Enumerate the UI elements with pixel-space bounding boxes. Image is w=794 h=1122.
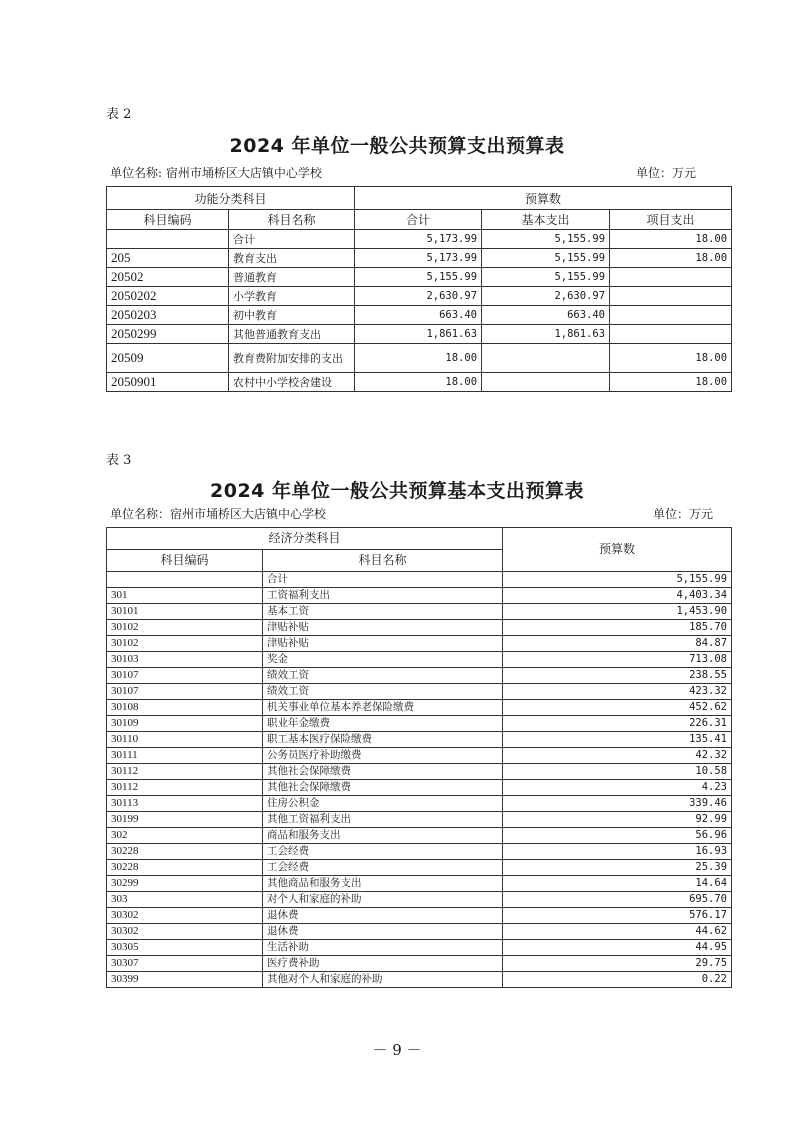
cell-total: 18.00: [355, 344, 482, 373]
cell-name: 合计: [263, 572, 503, 588]
cell-name: 基本工资: [263, 604, 503, 620]
cell-name: 津贴补贴: [263, 636, 503, 652]
cell-code: 30107: [107, 684, 263, 700]
cell-basic: [482, 344, 610, 373]
cell-code: 30102: [107, 620, 263, 636]
table-row: [107, 325, 732, 344]
col-header-code: 科目编码: [107, 210, 229, 230]
cell-code: 2050901: [107, 373, 229, 392]
cell-name: 奖金: [263, 652, 503, 668]
cell-total: 5,173.99: [355, 249, 482, 268]
cell-amount: 576.17: [503, 908, 732, 924]
cell-amount: 5,155.99: [503, 572, 732, 588]
cell-name: 其他社会保障缴费: [263, 780, 503, 796]
cell-basic: 2,630.97: [482, 287, 610, 306]
cell-amount: 713.08: [503, 652, 732, 668]
col-header-name: 科目名称: [229, 210, 355, 230]
cell-total: 5,155.99: [355, 268, 482, 287]
cell-name: 退休费: [263, 908, 503, 924]
cell-amount: 185.70: [503, 620, 732, 636]
table-row: [107, 306, 732, 325]
table-row: [107, 604, 732, 620]
cell-amount: 25.39: [503, 860, 732, 876]
cell-name: 机关事业单位基本养老保险缴费: [263, 700, 503, 716]
cell-code: 30307: [107, 956, 263, 972]
cell-project: [610, 287, 732, 306]
cell-name: 其他社会保障缴费: [263, 764, 503, 780]
cell-basic: [482, 373, 610, 392]
table2: [106, 186, 732, 392]
cell-name: 退休费: [263, 924, 503, 940]
cell-amount: 423.32: [503, 684, 732, 700]
cell-name: 生活补助: [263, 940, 503, 956]
cell-code: 30305: [107, 940, 263, 956]
cell-code: 20502: [107, 268, 229, 287]
cell-code: 2050203: [107, 306, 229, 325]
cell-code: 30302: [107, 924, 263, 940]
cell-code: 2050299: [107, 325, 229, 344]
cell-code: 30302: [107, 908, 263, 924]
cell-name: 小学教育: [229, 287, 355, 306]
table-row: [107, 844, 732, 860]
table-row: [107, 780, 732, 796]
cell-code: 30109: [107, 716, 263, 732]
cell-name: 其他工资福利支出: [263, 812, 503, 828]
cell-name: 对个人和家庭的补助: [263, 892, 503, 908]
table-row: [107, 684, 732, 700]
table-row: [107, 812, 732, 828]
cell-basic: 1,861.63: [482, 325, 610, 344]
table-row: [107, 924, 732, 940]
cell-total: 1,861.63: [355, 325, 482, 344]
cell-project: 18.00: [610, 373, 732, 392]
cell-code: 301: [107, 588, 263, 604]
cell-code: [107, 572, 263, 588]
table-row: [107, 876, 732, 892]
table-row: [107, 572, 732, 588]
cell-name: 职工基本医疗保险缴费: [263, 732, 503, 748]
cell-basic: 5,155.99: [482, 230, 610, 249]
col-header-budget: 预算数: [503, 528, 732, 572]
cell-amount: 44.95: [503, 940, 732, 956]
cell-name: 其他对个人和家庭的补助: [263, 972, 503, 988]
cell-code: 30112: [107, 780, 263, 796]
group-header-economic: 经济分类科目: [107, 528, 503, 550]
cell-name: 医疗费补助: [263, 956, 503, 972]
cell-amount: 695.70: [503, 892, 732, 908]
cell-code: 30107: [107, 668, 263, 684]
table-row: [107, 748, 732, 764]
cell-name: 教育费附加安排的支出: [229, 344, 355, 373]
table-row: [107, 828, 732, 844]
cell-amount: 16.93: [503, 844, 732, 860]
cell-total: 5,173.99: [355, 230, 482, 249]
cell-code: 30110: [107, 732, 263, 748]
cell-code: 30112: [107, 764, 263, 780]
cell-name: 其他商品和服务支出: [263, 876, 503, 892]
cell-code: 30102: [107, 636, 263, 652]
table3: [106, 527, 732, 988]
cell-name: 其他普通教育支出: [229, 325, 355, 344]
table-row: [107, 373, 732, 392]
cell-code: 30103: [107, 652, 263, 668]
table-row: [107, 796, 732, 812]
table3-unit: 单位：万元: [653, 507, 714, 521]
cell-name: 合计: [229, 230, 355, 249]
cell-amount: 0.22: [503, 972, 732, 988]
table3-unit-name: 单位名称：宿州市埇桥区大店镇中心学校: [110, 507, 327, 521]
table2-unit: 单位：万元: [636, 166, 697, 180]
table-row: [107, 652, 732, 668]
cell-basic: 663.40: [482, 306, 610, 325]
col-header-name: 科目名称: [263, 550, 503, 572]
cell-total: 2,630.97: [355, 287, 482, 306]
cell-amount: 29.75: [503, 956, 732, 972]
cell-code: 30108: [107, 700, 263, 716]
cell-code: [107, 230, 229, 249]
cell-code: 302: [107, 828, 263, 844]
cell-name: 津贴补贴: [263, 620, 503, 636]
cell-code: 2050202: [107, 287, 229, 306]
col-header-project: 项目支出: [610, 210, 732, 230]
group-header-budget: 预算数: [355, 187, 732, 210]
cell-name: 住房公积金: [263, 796, 503, 812]
table2-title: 2024 年单位一般公共预算支出预算表: [229, 135, 565, 157]
cell-name: 普通教育: [229, 268, 355, 287]
table-row: [107, 287, 732, 306]
table-row: [107, 716, 732, 732]
cell-name: 教育支出: [229, 249, 355, 268]
cell-code: 30111: [107, 748, 263, 764]
table2-unit-name: 单位名称: 宿州市埇桥区大店镇中心学校: [110, 166, 322, 180]
cell-name: 工会经费: [263, 844, 503, 860]
table-row: [107, 956, 732, 972]
table2-column-header: [107, 210, 732, 230]
table3-label: 表 3: [106, 453, 132, 468]
cell-code: 30228: [107, 860, 263, 876]
cell-amount: 4,403.34: [503, 588, 732, 604]
cell-project: [610, 268, 732, 287]
cell-code: 30228: [107, 844, 263, 860]
cell-code: 30101: [107, 604, 263, 620]
col-header-total: 合计: [355, 210, 482, 230]
table-row: [107, 908, 732, 924]
table-row: [107, 732, 732, 748]
cell-code: 205: [107, 249, 229, 268]
cell-code: 30113: [107, 796, 263, 812]
table3-group-header: [107, 528, 732, 550]
cell-amount: 56.96: [503, 828, 732, 844]
cell-amount: 452.62: [503, 700, 732, 716]
table-row: [107, 268, 732, 287]
table-row: [107, 620, 732, 636]
cell-name: 公务员医疗补助缴费: [263, 748, 503, 764]
table3-title: 2024 年单位一般公共预算基本支出预算表: [210, 480, 584, 502]
cell-project: [610, 306, 732, 325]
col-header-basic: 基本支出: [482, 210, 610, 230]
cell-amount: 92.99: [503, 812, 732, 828]
table2-label: 表 2: [106, 107, 132, 122]
cell-amount: 10.58: [503, 764, 732, 780]
cell-total: 663.40: [355, 306, 482, 325]
table-row: [107, 860, 732, 876]
cell-name: 绩效工资: [263, 684, 503, 700]
cell-name: 工资福利支出: [263, 588, 503, 604]
cell-project: [610, 325, 732, 344]
cell-name: 初中教育: [229, 306, 355, 325]
cell-amount: 84.87: [503, 636, 732, 652]
group-header-function: 功能分类科目: [107, 187, 355, 210]
cell-name: 工会经费: [263, 860, 503, 876]
table-row: [107, 764, 732, 780]
table-row: [107, 230, 732, 249]
table-row: [107, 892, 732, 908]
table-row: [107, 972, 732, 988]
cell-code: 303: [107, 892, 263, 908]
cell-project: 18.00: [610, 249, 732, 268]
col-header-code: 科目编码: [107, 550, 263, 572]
cell-basic: 5,155.99: [482, 249, 610, 268]
page-number: － 9 －: [372, 1041, 422, 1059]
cell-name: 商品和服务支出: [263, 828, 503, 844]
cell-amount: 135.41: [503, 732, 732, 748]
cell-amount: 44.62: [503, 924, 732, 940]
cell-amount: 238.55: [503, 668, 732, 684]
table-row: [107, 636, 732, 652]
table2-group-header: [107, 187, 732, 210]
cell-total: 18.00: [355, 373, 482, 392]
table-row: [107, 249, 732, 268]
cell-code: 30299: [107, 876, 263, 892]
table-row: [107, 940, 732, 956]
cell-amount: 226.31: [503, 716, 732, 732]
cell-project: 18.00: [610, 344, 732, 373]
cell-amount: 1,453.90: [503, 604, 732, 620]
table-row: [107, 700, 732, 716]
cell-basic: 5,155.99: [482, 268, 610, 287]
cell-code: 30399: [107, 972, 263, 988]
cell-amount: 14.64: [503, 876, 732, 892]
table-row: [107, 588, 732, 604]
cell-code: 20509: [107, 344, 229, 373]
cell-project: 18.00: [610, 230, 732, 249]
table-row: [107, 668, 732, 684]
cell-amount: 339.46: [503, 796, 732, 812]
cell-name: 职业年金缴费: [263, 716, 503, 732]
cell-amount: 42.32: [503, 748, 732, 764]
cell-amount: 4.23: [503, 780, 732, 796]
cell-name: 绩效工资: [263, 668, 503, 684]
cell-name: 农村中小学校舍建设: [229, 373, 355, 392]
cell-code: 30199: [107, 812, 263, 828]
table-row: [107, 344, 732, 373]
